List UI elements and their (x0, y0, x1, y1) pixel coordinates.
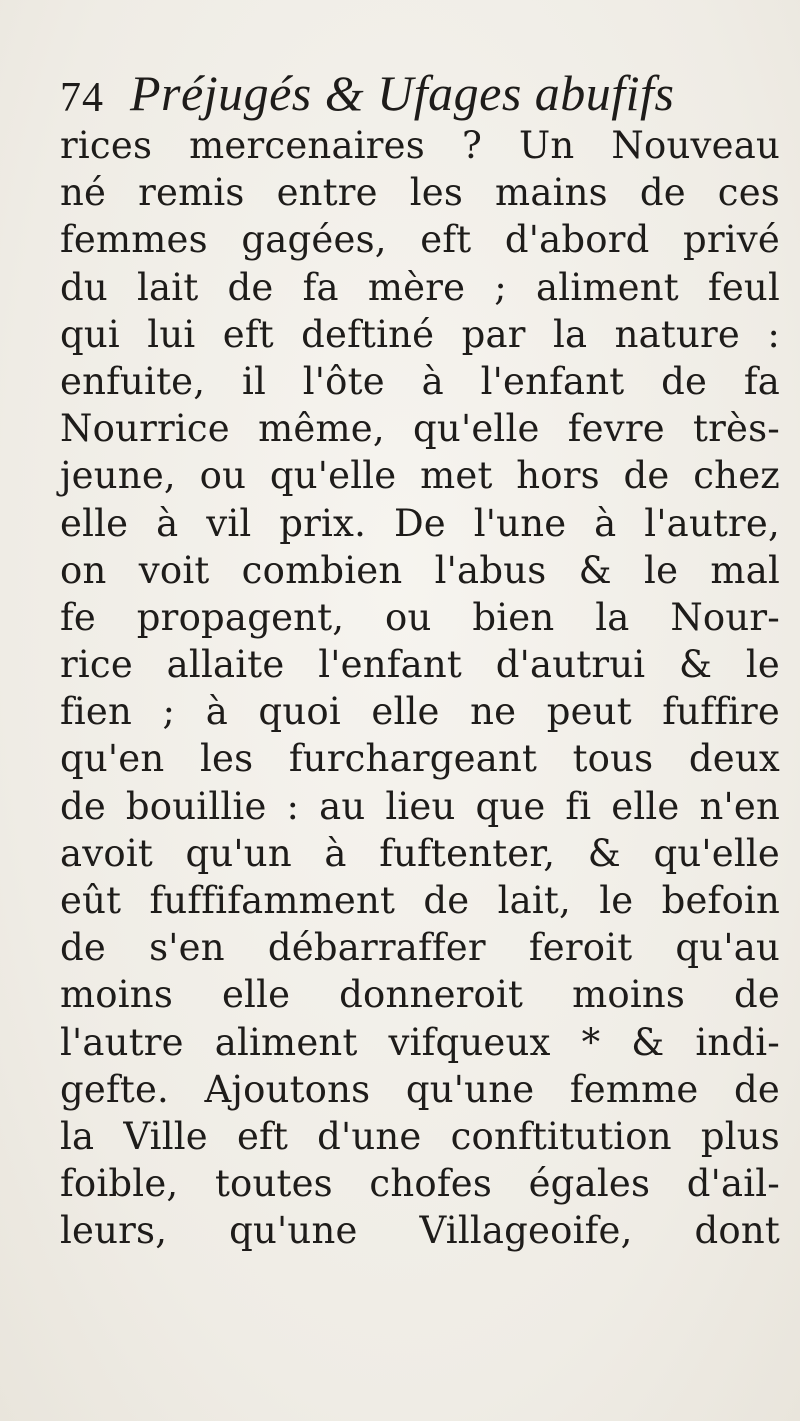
running-head: Préjugés & Ufages abufifs (130, 65, 675, 121)
text-line: rice allaite l'enfant d'autrui & le (60, 643, 780, 687)
text-line: rices mercenaires ? Un Nouveau (60, 124, 780, 167)
page-header (60, 58, 780, 121)
page-number: 74 (60, 75, 104, 121)
text-line: de bouillie : au lieu que fi elle n'en (60, 784, 780, 828)
text-line: né remis entre les mains de ces (60, 171, 780, 215)
text-line: avoit qu'un à fuftenter, & qu'elle (60, 831, 780, 875)
text-line: fe propagent, ou bien la Nour- (60, 595, 780, 639)
text-line: l'autre aliment vifqueux * & indi- (60, 1020, 780, 1064)
text-line: la Ville eft d'une conftitution plus (60, 1114, 780, 1158)
text-line: leurs, qu'une Villageoife, dont (60, 1209, 780, 1253)
text-line: qu'en les furchargeant tous deux (60, 737, 780, 781)
text-line: on voit combien l'abus & le mal (60, 548, 780, 592)
text-line: femmes gagées, eft d'abord privé (60, 218, 780, 262)
text-line: enfuite, il l'ôte à l'enfant de fa (60, 359, 780, 403)
text-line: gefte. Ajoutons qu'une femme de (60, 1067, 780, 1111)
text-line: foible, toutes chofes égales d'ail- (60, 1162, 780, 1206)
text-line: du lait de fa mère ; aliment feul (60, 265, 780, 309)
body-text (60, 122, 780, 1255)
text-line: eût fuffifamment de lait, le befoin (60, 879, 780, 922)
text-line: Nourrice même, qu'elle fevre très- (60, 407, 780, 451)
text-line: moins elle donneroit moins de (60, 973, 780, 1017)
text-line: jeune, ou qu'elle met hors de chez (60, 454, 780, 498)
text-line: de s'en débarraffer feroit qu'au (60, 926, 780, 970)
text-line: fien ; à quoi elle ne peut fuffire (60, 690, 780, 734)
text-line: qui lui eft deftiné par la nature : (60, 312, 780, 356)
text-line: elle à vil prix. De l'une à l'autre, (60, 501, 780, 545)
